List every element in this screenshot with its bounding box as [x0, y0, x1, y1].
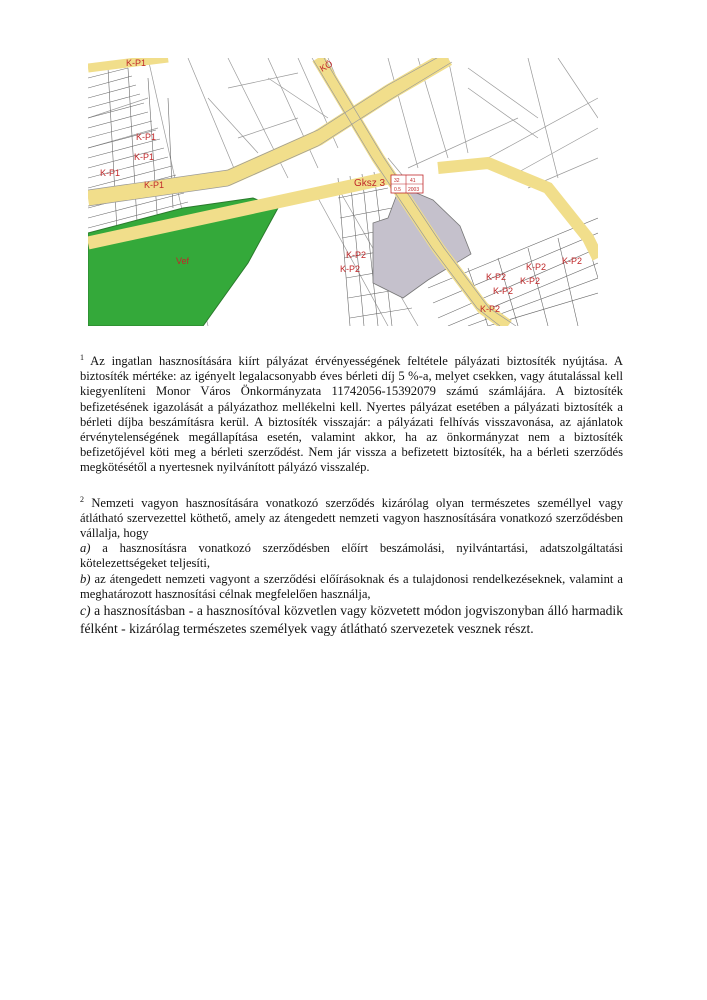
parcel-code-box — [391, 175, 423, 193]
parcel-label: Gksz 3 — [354, 178, 386, 189]
item-text: a hasznosításra vonatkozó szerződésben előírt beszámolási, nyilvántartási, adatszolgáltatási kötelezettségeket teljesíti, — [80, 541, 623, 571]
zone-label: K-P1 — [100, 168, 121, 178]
zone-label: K-P2 — [486, 272, 507, 282]
road-label: KÖ — [318, 58, 335, 74]
footnotes — [80, 354, 623, 638]
zone-label: K-P2 — [346, 250, 367, 260]
zoning-map — [88, 58, 598, 326]
zone-label: K-P1 — [134, 152, 155, 162]
footnote-text: Az ingatlan hasznosítására kiírt pályázat érvényességének feltétele pályázati biztosíték nyújtása. A biztosíték mértéke: az igényelt legalacsonyabb éves bérleti díj 5 %-a, melyet csekken, vagy átutalással kell kiegyenlíteni Monor Város Önkormányzata 11742056-15392079 számú számlájára. A biztosíték befizetésének igazolását a pályázathoz mellékelni kell. Nyertes pályázat esetében a pályázati biztosíték a bérleti díjba beszámításra kerül. A biztosíték visszajár: a pályázati felhívás visszavonása, az ajánlatok érvénytelenségének megállapítása esetén, valamint akkor, ha az önkormányzat nem a biztosíték befizetőjével köti meg a bérleti szerződést. Nem jár vissza a befizetett biztosíték, ha a bérleti szerződés megkötésétől a nyertesnek nyilvánított pályázó visszalép. — [80, 354, 623, 475]
parcel-code: 32 — [394, 178, 400, 184]
parcel-code: 2003 — [408, 187, 420, 193]
zone-label: K-P2 — [493, 286, 514, 296]
footnote-2 — [80, 496, 623, 638]
item-label: c) — [80, 603, 91, 619]
green-zone-label: Vef — [176, 256, 190, 266]
zone-label: K-P1 — [136, 132, 157, 142]
zone-label: K-P2 — [526, 262, 547, 272]
footnote-marker: 2 — [80, 494, 84, 504]
footnote-item — [80, 602, 623, 638]
item-text: az átengedett nemzeti vagyont a szerződési előírásoknak és a tulajdonosi rendelkezéseknek, valamint a meghatározott hasznosítási célnak megfelelően használja, — [80, 571, 623, 601]
zone-label: K-P2 — [480, 304, 501, 314]
footnote-1 — [80, 354, 623, 476]
zone-label: K-P2 — [520, 276, 541, 286]
footnote-paragraph — [80, 354, 623, 476]
footnote-intro: Nemzeti vagyon hasznosítására vonatkozó szerződés kizárólag olyan természetes személlyel vagy átlátható szervezettel köthető, amely az átengedett nemzeti vagyon hasznosítására vonatkozó szerződésben vállalja, hogy — [80, 495, 623, 541]
item-label: b) — [80, 571, 91, 586]
footnote-item — [80, 572, 623, 602]
footnote-paragraph — [80, 496, 623, 542]
item-text: a hasznosításban - a hasznosítóval közvetlen vagy közvetett módon jogviszonyban álló harmadik félként - kizárólag természetes személyek vagy átlátható szervezetek vesznek részt. — [80, 603, 623, 637]
parcel-code: 41 — [410, 178, 416, 184]
footnote-marker: 1 — [80, 352, 84, 362]
item-label: a) — [80, 541, 91, 556]
parcel-code: 0.5 — [394, 187, 401, 193]
footnote-item — [80, 541, 623, 571]
zone-label: K-P1 — [126, 58, 147, 68]
zone-label: K-P2 — [562, 256, 583, 266]
zone-label: K-P1 — [144, 180, 165, 190]
zone-label: K-P2 — [340, 264, 361, 274]
